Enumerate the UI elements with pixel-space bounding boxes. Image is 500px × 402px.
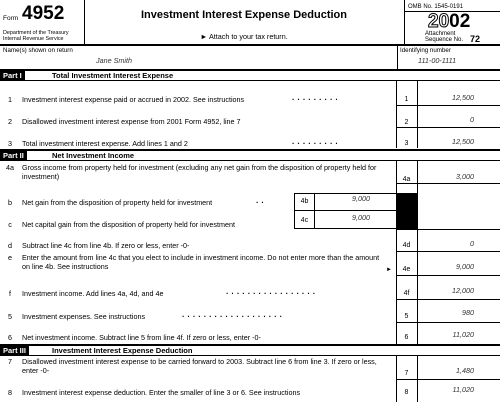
line-4c-text: Net capital gain from the disposition of property held for investment bbox=[22, 220, 235, 229]
attach-instruction: ► Attach to your tax return. bbox=[200, 32, 288, 41]
line-3-amount[interactable]: 12,500 bbox=[452, 137, 474, 146]
line-8-box: 8 bbox=[404, 389, 409, 396]
line-4c-box: 4c bbox=[300, 217, 309, 224]
irs-line: Internal Revenue Service bbox=[3, 36, 64, 42]
name-value[interactable]: Jane Smith bbox=[96, 56, 132, 65]
id-value[interactable]: 111-00-1111 bbox=[418, 56, 457, 65]
line-4a-box: 4a bbox=[402, 176, 411, 183]
line-4b-amount[interactable]: 9,000 bbox=[352, 194, 370, 203]
name-label: Name(s) shown on return bbox=[3, 47, 73, 54]
line-1-leader: ......... bbox=[292, 93, 341, 102]
tax-year bbox=[428, 12, 470, 32]
line-4b-number: b bbox=[8, 198, 12, 207]
department-line: Department of the Treasury bbox=[3, 30, 69, 36]
line-4a-text: Gross income from property held for investment (excluding any net gain from the disposition of property held for investment) bbox=[22, 163, 377, 181]
line-2-number: 2 bbox=[8, 117, 12, 126]
line-6-text: Net investment income. Subtract line 5 from line 4f. If zero or less, enter -0- bbox=[22, 333, 261, 342]
line-8-amount[interactable]: 11,020 bbox=[452, 385, 474, 394]
line-3-leader: ......... bbox=[292, 137, 341, 146]
form-number: 4952 bbox=[22, 3, 65, 24]
line-4e-box: 4e bbox=[402, 266, 411, 273]
line-4e-number: e bbox=[8, 253, 12, 262]
line-7-box: 7 bbox=[404, 370, 409, 377]
tax-year-century: 20 bbox=[428, 11, 450, 32]
part-1-title: Total Investment Interest Expense bbox=[52, 71, 174, 80]
line-5-number: 5 bbox=[8, 312, 12, 321]
part-1-header bbox=[0, 69, 500, 80]
line-2-amount[interactable]: 0 bbox=[470, 115, 474, 124]
form-prefix: Form bbox=[3, 15, 19, 22]
line-2-box: 2 bbox=[404, 119, 409, 126]
line-7-amount[interactable]: 1,480 bbox=[456, 366, 474, 375]
shaded-area bbox=[397, 193, 417, 229]
attachment-label: Attachment bbox=[425, 31, 456, 37]
line-4f-number: f bbox=[9, 289, 11, 298]
line-2-text: Disallowed investment interest expense from 2001 Form 4952, line 7 bbox=[22, 117, 241, 126]
line-4d-text: Subtract line 4c from line 4b. If zero or less, enter -0- bbox=[22, 241, 190, 250]
line-6-amount[interactable]: 11,020 bbox=[452, 330, 474, 339]
line-4e-amount[interactable]: 9,000 bbox=[456, 262, 474, 271]
line-4b-box: 4b bbox=[300, 198, 309, 205]
line-4b-leader: .. bbox=[256, 196, 267, 205]
line-4d-number: d bbox=[8, 241, 12, 250]
omb-number: OMB No. 1545-0191 bbox=[408, 4, 464, 10]
line-3-number: 3 bbox=[8, 139, 12, 148]
part-1-tag: Part I bbox=[0, 71, 25, 80]
line-1-amount[interactable]: 12,500 bbox=[452, 93, 474, 102]
line-4a-number: 4a bbox=[6, 163, 14, 172]
line-5-amount[interactable]: 980 bbox=[462, 308, 474, 317]
part-3-title: Investment Interest Expense Deduction bbox=[52, 346, 193, 355]
line-4f-leader: ................. bbox=[226, 287, 319, 296]
sequence-label: Sequence No. bbox=[425, 37, 464, 43]
line-1-text: Investment interest expense paid or accrued in 2002. See instructions bbox=[22, 95, 245, 104]
line-4b-text: Net gain from the disposition of property held for investment bbox=[22, 198, 213, 207]
sequence-number: 72 bbox=[470, 34, 481, 44]
part-2-tag: Part II bbox=[0, 151, 27, 160]
part-3-tag: Part III bbox=[0, 346, 29, 355]
line-4d-box: 4d bbox=[402, 242, 411, 249]
line-4d-amount[interactable]: 0 bbox=[470, 239, 474, 248]
line-4a-amount[interactable]: 3,000 bbox=[456, 172, 474, 181]
line-8-text: Investment interest expense deduction. Enter the smaller of line 3 or 6. See instructions bbox=[22, 388, 301, 397]
form-title: Investment Interest Expense Deduction bbox=[141, 9, 347, 21]
line-4e-text: Enter the amount from line 4c that you elect to include in investment income. Do not enter more than the amount on line 4b. See instructions bbox=[22, 253, 380, 271]
line-4f-text: Investment income. Add lines 4a, 4d, and 4e bbox=[22, 289, 164, 298]
line-8-number: 8 bbox=[8, 388, 12, 397]
part-2-title: Net Investment Income bbox=[52, 151, 135, 160]
line-5-leader: ................... bbox=[182, 310, 286, 319]
part-3-header bbox=[0, 344, 500, 355]
form-header bbox=[0, 0, 500, 44]
line-1-number: 1 bbox=[8, 95, 12, 104]
line-5-box: 5 bbox=[404, 313, 409, 320]
line-7-text: Disallowed investment interest expense to be carried forward to 2003. Subtract line 6 from line 3. If zero or less, enter -0- bbox=[22, 357, 377, 375]
line-6-box: 6 bbox=[404, 334, 409, 341]
line-4e-arrow: ► bbox=[386, 267, 392, 273]
line-1-box: 1 bbox=[404, 96, 409, 103]
line-6-number: 6 bbox=[8, 333, 12, 342]
line-5-text: Investment expenses. See instructions bbox=[22, 312, 146, 321]
line-4c-number: c bbox=[8, 220, 12, 229]
line-4f-amount[interactable]: 12,000 bbox=[452, 286, 474, 295]
id-label: Identifying number bbox=[400, 47, 451, 54]
line-3-box: 3 bbox=[404, 140, 409, 147]
line-4f-box: 4f bbox=[403, 290, 410, 297]
line-3-text: Total investment interest expense. Add lines 1 and 2 bbox=[22, 139, 188, 148]
part-2-header bbox=[0, 149, 500, 160]
tax-year-digits: 02 bbox=[449, 11, 471, 32]
line-4c-amount[interactable]: 9,000 bbox=[352, 213, 370, 222]
line-7-number: 7 bbox=[8, 357, 12, 366]
